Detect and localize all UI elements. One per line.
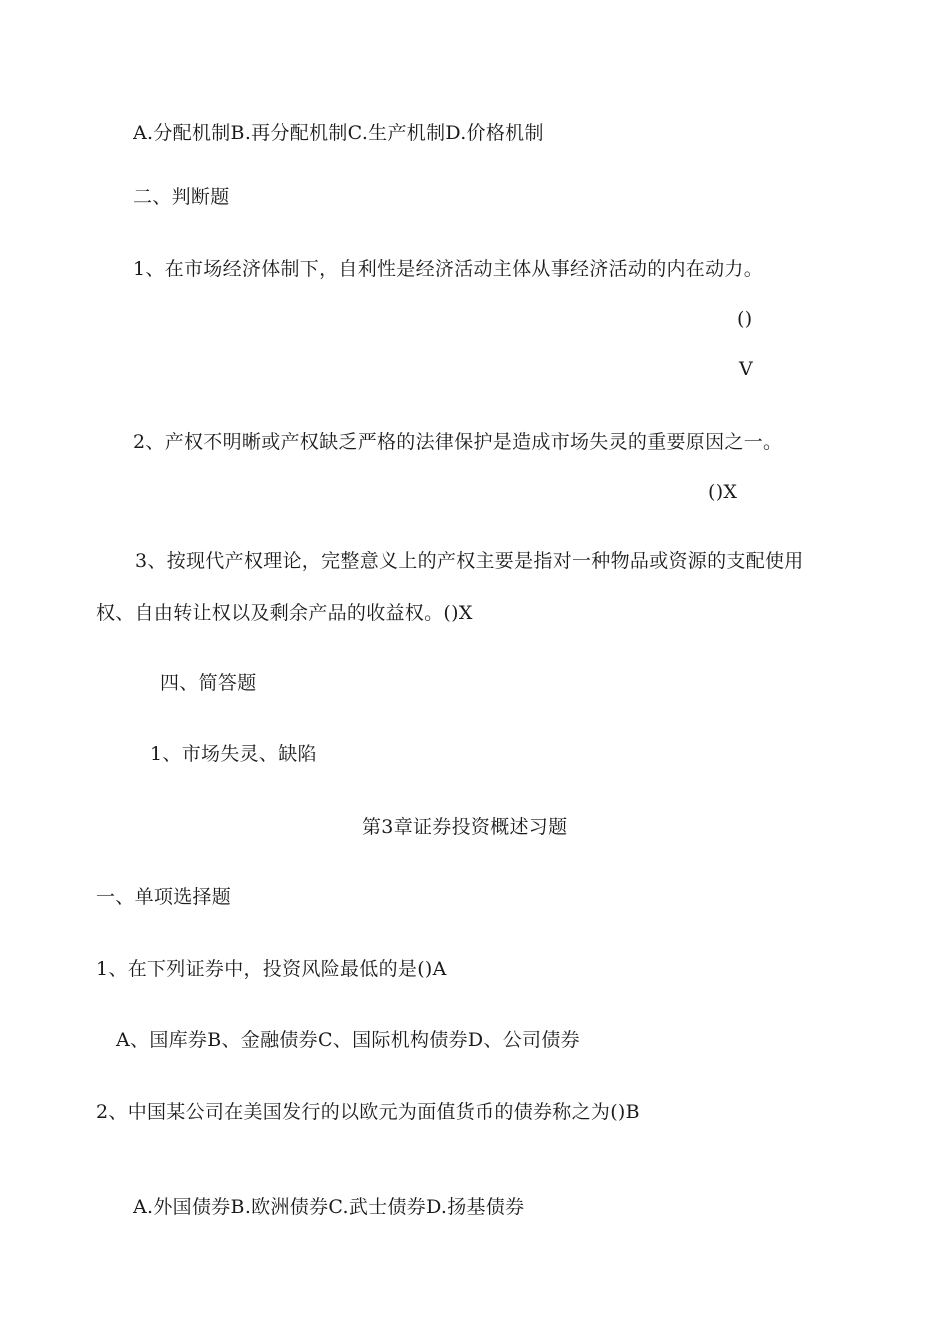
- question-3-continuation: 权、自由转让权以及剩余产品的收益权。()X: [96, 602, 473, 624]
- question-3-text: 3、按现代产权理论，完整意义上的产权主要是指对一种物品或资源的支配使用: [135, 550, 804, 572]
- choice-question-2-options: A.外国债券B.欧洲债券C.武士债券D.扬基债券: [133, 1196, 525, 1218]
- question-2-answer: ()X: [708, 481, 738, 503]
- section-heading-single-choice: 一、单项选择题: [96, 886, 232, 908]
- question-1-blank: (): [737, 308, 753, 330]
- choice-question-1-options: A、国库券B、金融债券C、国际机构债券D、公司债券: [116, 1029, 580, 1051]
- option-line-mechanisms: A.分配机制B.再分配机制C.生产机制D.价格机制: [133, 122, 544, 144]
- short-answer-item-1: 1、市场失灵、缺陷: [150, 743, 317, 765]
- question-2-text: 2、产权不明晰或产权缺乏严格的法律保护是造成市场失灵的重要原因之一。: [133, 431, 783, 453]
- question-1-answer: V: [739, 358, 754, 380]
- question-1-text: 1、在市场经济体制下，自利性是经济活动主体从事经济活动的内在动力。: [133, 258, 763, 280]
- chapter-title: 第3章证券投资概述习题: [362, 816, 568, 838]
- choice-question-1: 1、在下列证券中，投资风险最低的是()A: [96, 958, 447, 980]
- section-heading-short-answer: 四、简答题: [160, 672, 257, 694]
- section-heading-true-false: 二、判断题: [133, 186, 230, 208]
- choice-question-2: 2、中国某公司在美国发行的以欧元为面值货币的债券称之为()B: [96, 1101, 640, 1123]
